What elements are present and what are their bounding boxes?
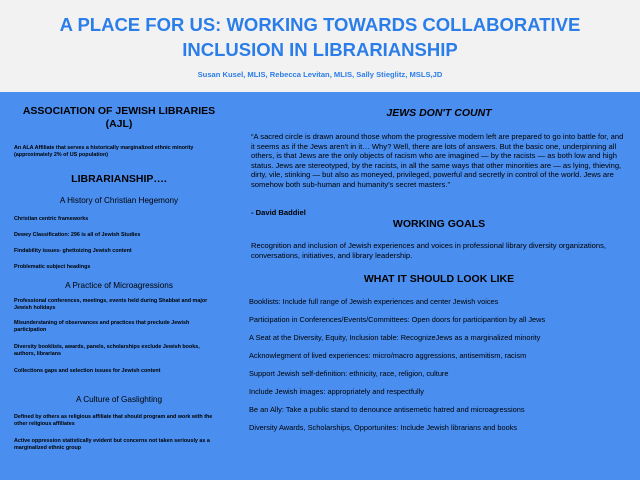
gaslighting-item: Defined by others as religious affiliate that should program and work with the other religious affiliates: [14, 414, 213, 427]
ajl-heading-line-2: (AJL): [105, 118, 133, 130]
ajl-heading-line-1: ASSOCIATION OF JEWISH LIBRARIES: [22, 105, 216, 117]
gaslighting-heading: A Culture of Gaslighting: [75, 395, 163, 404]
hegemony-item: Problematic subject headings: [14, 264, 91, 270]
hegemony-item: Findability issues- ghettoizing Jewish content: [14, 248, 132, 254]
quote-attribution: - David Baddiel: [251, 208, 306, 217]
hegemony-item: Dewey Classification: 296 is all of Jewish Studies: [14, 232, 141, 238]
look-like-item: Diversity Awards, Scholarships, Opportunites: Include Jewish librarians and books: [249, 423, 518, 432]
look-like-item: Be an Ally: Take a public stand to denounce antisemetic hatred and microagressions: [249, 405, 525, 414]
ajl-description: An ALA Affiliate that serves a historically marginalized ethnic minority (approximately 2% of US population): [14, 145, 194, 158]
microaggression-item: Misunderstaning of observances and practices that preclude Jewish participation: [14, 320, 190, 333]
look-like-item: Include Jewish images: appropriately and respectfully: [249, 387, 425, 396]
ajl-heading: [14, 105, 224, 131]
gaslighting-item: Active oppression statistically evident but concerns not taken seriously as a marginalized ethnic group: [14, 438, 210, 451]
hegemony-heading: A History of Christian Hegemony: [59, 196, 179, 205]
baddiel-quote: “A sacred circle is drawn around those whom the progressive modern left are prepared to go into battle for, and it seems as if the Jews aren't in it… Why? Well, there are lots of answers. But the basic one, underpinning all others, is that Jews are the only objects of racism who are imagined — by the racists — as both low and high status. Jews are stereotyped, by the racists, in all the same ways that other minorities are — as lying, thieving, dirty, vile, stinking — but also as moneyed, privileged, powerful and secretly in control of the world. Jews are somehow both sub-human and humanity's secret masters.”: [251, 132, 624, 189]
librarianship-heading: LIBRARIANSHIP….: [71, 173, 167, 185]
working-goals-heading: WORKING GOALS: [392, 218, 486, 230]
look-like-item: Booklists: Include full range of Jewish experiences and center Jewish voices: [249, 297, 499, 306]
look-like-item: A Seat at the Diversity, Equity, Inclusion table: RecognizeJews as a marginalized minority: [249, 333, 541, 342]
poster-title: [20, 12, 620, 62]
poster-header: [0, 0, 640, 92]
hegemony-item: Christian centric frameworks: [14, 216, 89, 222]
look-like-item: Acknowlegment of lived experiences: micro/macro aggressions, antisemitism, racism: [249, 351, 527, 360]
title-line-2: INCLUSION IN LIBRARIANSHIP: [182, 39, 458, 60]
title-line-1: A PLACE FOR US: WORKING TOWARDS COLLABORATIVE: [59, 14, 581, 35]
microaggressions-heading: A Practice of Microagressions: [65, 281, 173, 290]
jews-dont-count-heading: JEWS DON'T COUNT: [386, 107, 492, 119]
microaggression-item: Collections gaps and selection issues for Jewish content: [14, 368, 161, 374]
look-like-heading: WHAT IT SHOULD LOOK LIKE: [363, 273, 515, 285]
working-goals-text: Recognition and inclusion of Jewish experiences and voices in professional library diversity organizations, conversations, initiatives, and library leadership.: [251, 241, 606, 260]
authors: Susan Kusel, MLIS, Rebecca Levitan, MLIS, Sally Stieglitz, MSLS,JD: [197, 70, 443, 79]
microaggression-item: Professional conferences, meetings, events held during Shabbat and major Jewish holidays: [14, 298, 208, 311]
look-like-item: Participation in Conferences/Events/Committees: Open doors for participantion by all Jews: [249, 315, 546, 324]
microaggression-item: Diversity booklists, awards, panels, scholarships exclude Jewish books, authors, librarians: [14, 344, 200, 357]
look-like-item: Support Jewish self-definition: ethnicity, race, religion, culture: [249, 369, 449, 378]
